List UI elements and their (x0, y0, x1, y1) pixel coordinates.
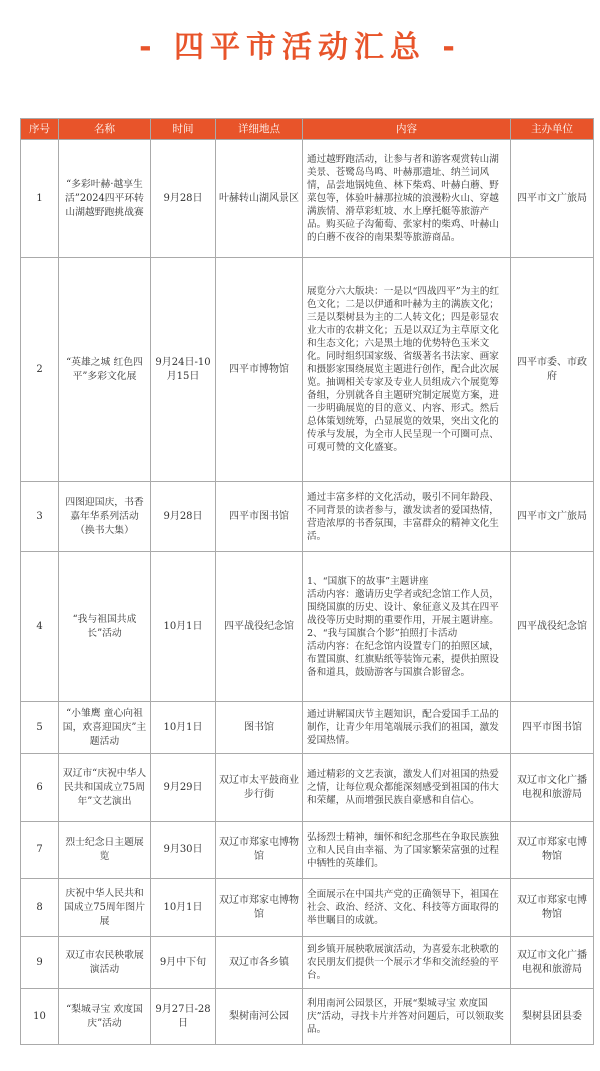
cell-no: 10 (21, 989, 59, 1045)
cell-name: 烈士纪念日主题展览 (59, 822, 151, 879)
cell-content: 1、“国旗下的故事”主题讲座 活动内容：邀请历史学者或纪念馆工作人员，围绕国旗的历史、设计、象征意义及其在四平战役等历史时期的重要作用，开展主题讲座。 2、“我与国旗合个影”拍照打卡活动 活动内容：在纪念馆内设置专门的拍照区域，布置国旗、红旗贴纸等装饰元素，提供拍照设备和道具，鼓励游客与国旗合影留念。 (303, 552, 511, 702)
cell-organizer: 双辽市文化广播电视和旅游局 (511, 754, 594, 822)
cell-content: 到乡镇开展秧歌展演活动，为喜爱东北秧歌的农民朋友们提供一个展示才华和交流经验的平台。 (303, 937, 511, 989)
cell-organizer: 四平市文广旅局 (511, 140, 594, 258)
cell-location: 图书馆 (216, 702, 303, 754)
cell-no: 8 (21, 879, 59, 937)
cell-organizer: 双辽市郑家屯博物馆 (511, 822, 594, 879)
cell-location: 叶赫转山湖风景区 (216, 140, 303, 258)
cell-content: 全面展示在中国共产党的正确领导下，祖国在社会、政治、经济、文化、科技等方面取得的举世瞩目的成就。 (303, 879, 511, 937)
header-content: 内容 (303, 119, 511, 140)
header-no: 序号 (21, 119, 59, 140)
cell-name: “小雏鹰 童心向祖国，欢喜迎国庆”主题活动 (59, 702, 151, 754)
cell-no: 9 (21, 937, 59, 989)
header-time: 时间 (151, 119, 216, 140)
cell-time: 9月29日 (151, 754, 216, 822)
cell-time: 9月24日-10月15日 (151, 258, 216, 482)
table-row (21, 879, 594, 937)
cell-organizer: 双辽市文化广播电视和旅游局 (511, 937, 594, 989)
cell-name: “多彩叶赫·越享生活”2024四平环转山湖越野跑挑战赛 (59, 140, 151, 258)
cell-location: 双辽市各乡镇 (216, 937, 303, 989)
cell-location: 双辽市郑家屯博物馆 (216, 822, 303, 879)
cell-name: “梨城寻宝 欢度国庆”活动 (59, 989, 151, 1045)
cell-time: 9月中下旬 (151, 937, 216, 989)
cell-name: “我与祖国共成长”活动 (59, 552, 151, 702)
cell-time: 9月27日-28日 (151, 989, 216, 1045)
cell-location: 梨树南河公园 (216, 989, 303, 1045)
table-row (21, 754, 594, 822)
cell-no: 7 (21, 822, 59, 879)
cell-content: 通过越野跑活动，让参与者和游客观赏转山湖美景、苍鹭岛鸟鸣、叶赫那遗址、纳兰词风情，品尝地锅炖鱼、林下柴鸡、叶赫白蘑、野菜包等，体验叶赫那拉城的浪漫粉火山、穿越满族情、滑草彩虹坡、水上摩托艇等旅游产品。购买砬子沟葡萄、张家村的柴鸡、叶赫山的白蘑不夜谷的南果梨等旅游商品。 (303, 140, 511, 258)
cell-name: “英雄之城 红色四平”多彩文化展 (59, 258, 151, 482)
cell-time: 9月28日 (151, 140, 216, 258)
cell-content: 通过丰富多样的文化活动，吸引不同年龄段、不同背景的读者参与，激发读者的爱国热情，营造浓厚的书香氛围，丰富群众的精神文化生活。 (303, 482, 511, 552)
cell-location: 四平市图书馆 (216, 482, 303, 552)
table-row (21, 822, 594, 879)
cell-name: 四图迎国庆，书香嘉年华系列活动（换书大集） (59, 482, 151, 552)
cell-time: 10月1日 (151, 552, 216, 702)
events-table (20, 118, 594, 1045)
cell-organizer: 四平市图书馆 (511, 702, 594, 754)
cell-location: 双辽市郑家屯博物馆 (216, 879, 303, 937)
cell-no: 3 (21, 482, 59, 552)
cell-content: 通过讲解国庆节主题知识，配合爱国手工品的制作，让青少年用笔端展示我们的祖国，激发爱国热情。 (303, 702, 511, 754)
cell-time: 9月28日 (151, 482, 216, 552)
table-row (21, 258, 594, 482)
cell-time: 10月1日 (151, 879, 216, 937)
cell-organizer: 四平战役纪念馆 (511, 552, 594, 702)
cell-no: 2 (21, 258, 59, 482)
cell-organizer: 梨树县团县委 (511, 989, 594, 1045)
cell-organizer: 四平市文广旅局 (511, 482, 594, 552)
cell-location: 四平战役纪念馆 (216, 552, 303, 702)
table-row (21, 552, 594, 702)
cell-time: 10月1日 (151, 702, 216, 754)
table-row (21, 989, 594, 1045)
header-organizer: 主办单位 (511, 119, 594, 140)
cell-content: 弘扬烈士精神，缅怀和纪念那些在争取民族独立和人民自由幸福、为了国家繁荣富强的过程中牺牲的英雄们。 (303, 822, 511, 879)
cell-location: 四平市博物馆 (216, 258, 303, 482)
cell-location: 双辽市太平鼓商业步行街 (216, 754, 303, 822)
cell-no: 4 (21, 552, 59, 702)
cell-content: 通过精彩的文艺表演，激发人们对祖国的热爱之情，让每位观众都能深刻感受到祖国的伟大和荣耀，从而增强民族自豪感和自信心。 (303, 754, 511, 822)
table-row (21, 702, 594, 754)
cell-organizer: 双辽市郑家屯博物馆 (511, 879, 594, 937)
table-row (21, 140, 594, 258)
cell-time: 9月30日 (151, 822, 216, 879)
cell-no: 5 (21, 702, 59, 754)
page-title: - 四平市活动汇总 - (139, 30, 461, 65)
cell-name: 双辽市农民秧歌展演活动 (59, 937, 151, 989)
cell-no: 1 (21, 140, 59, 258)
table-row (21, 482, 594, 552)
cell-name: 庆祝中华人民共和国成立75周年图片展 (59, 879, 151, 937)
cell-content: 利用南河公园景区，开展“梨城寻宝 欢度国庆”活动，寻找卡片并答对问题后，可以领取奖品。 (303, 989, 511, 1045)
cell-no: 6 (21, 754, 59, 822)
cell-organizer: 四平市委、市政府 (511, 258, 594, 482)
cell-content: 展览分六大版块：一是以“四战四平”为主的红色文化；二是以伊通和叶赫为主的满族文化；三是以梨树县为主的二人转文化；四是彰显农业大市的农耕文化；五是以双辽为主草原文化和生态文化；六是黑土地的优势特色玉米文化。同时组织国家级、省级著名书法家、画家和摄影家围绕展览主题进行创作，配合此次展览。抽调相关专家及专业人员组成六个展览筹备组，分别就各自主题研究制定展览方案，进一步明确展览的目的意义、内容、形式。然后总体策划统筹，凸显展览的效果，突出文化的传承与发展，为全市人民呈现一个可圈可点、可观可赞的文化盛宴。 (303, 258, 511, 482)
header-location: 详细地点 (216, 119, 303, 140)
cell-name: 双辽市“庆祝中华人民共和国成立75周年”文艺演出 (59, 754, 151, 822)
table-row (21, 937, 594, 989)
table-header-row (21, 119, 594, 140)
header-name: 名称 (59, 119, 151, 140)
